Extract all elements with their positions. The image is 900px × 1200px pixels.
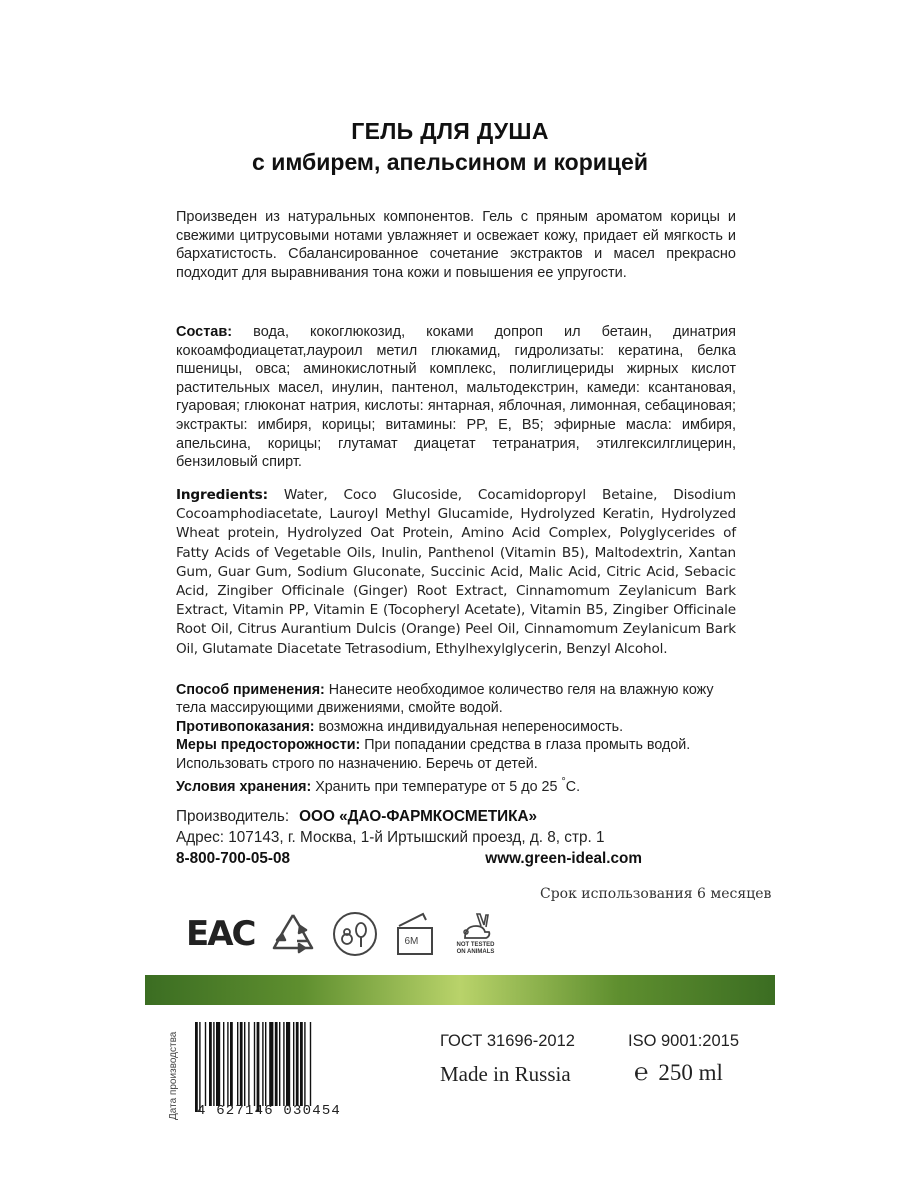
barcode-bar (279, 1022, 280, 1106)
barcode-bar (230, 1022, 233, 1106)
barcode-bar (293, 1022, 294, 1106)
product-subtitle: с имбирем, апельсином и корицей (252, 149, 648, 175)
gost-standard: ГОСТ 31696-2012 (440, 1032, 575, 1050)
barcode-bar (199, 1022, 200, 1112)
barcode-bar (216, 1022, 220, 1106)
address-line: Адрес: 107143, г. Москва, 1-й Иртышский проезд, д. 8, стр. 1 (176, 829, 605, 846)
certification-icons (186, 906, 501, 962)
barcode-bar (300, 1022, 303, 1106)
contacts-line (176, 848, 642, 869)
storage-degree: ° (561, 776, 566, 789)
contra-label: Противопоказания: (176, 718, 315, 735)
usage-line (176, 681, 741, 718)
manufacturer-line (176, 806, 646, 827)
shelf-life: Срок использования 6 месяцев (540, 886, 772, 902)
contra-text: возможна индивидуальная непереносимость. (314, 718, 624, 735)
estimated-sign-icon: ℮ (634, 1060, 649, 1086)
manufacturer-label: Производитель: (176, 808, 290, 825)
composition-text: вода, кокоглюкозид, коками допроп ил бетаин, динатрия кокоамфодиацетат,лауроил метил глюкамид, гидролизаты: кератина, белка пшеницы, овса; аминокислотный комплекс, полиглицериды жирных кислот растительных масел, инулин, пантенол, мальтодекстрин, камеди: ксантановая, гуаровая; глюконат натрия, кислоты: янтарная, яблочная, лимонная, себациновая; экстракты: имбиря, корицы; витамины: PP, E, B5; эфирные масла: имбиря, апельсина, корицы; глутамат диацетат тетранатрия, этилгексилглицерин, бензиловый спирт. (176, 324, 736, 471)
volume-value: 250 ml (658, 1060, 723, 1085)
contra-line (176, 718, 741, 736)
usage-block (176, 681, 741, 796)
eac-icon: ЕАС (186, 914, 255, 954)
barcode-bar (257, 1022, 260, 1112)
barcode-bar (265, 1022, 266, 1106)
barcode-bar (205, 1022, 206, 1106)
precautions-label: Меры предосторожности: (176, 737, 361, 754)
precautions-text: При попадании средства в глаза промыть водой. Использовать строго по назначению. Беречь от детей. (176, 737, 691, 772)
ingredients-paragraph (176, 486, 736, 659)
precautions-line (176, 736, 741, 773)
barcode-bar (269, 1022, 273, 1106)
barcode-bar (240, 1022, 243, 1106)
iso-standard: ISO 9001:2015 (628, 1032, 740, 1050)
barcode-bar (213, 1022, 214, 1106)
barcode-bar (237, 1022, 238, 1106)
barcode-bar (286, 1022, 290, 1106)
production-date-label: Дата производства (168, 1031, 179, 1120)
composition-paragraph (176, 323, 736, 472)
barcode-bar (244, 1022, 245, 1106)
barcode-bar (223, 1022, 224, 1106)
barcode-bar (254, 1022, 255, 1106)
barcode-bar (275, 1022, 278, 1106)
storage-text: Хранить при температуре от 5 до 25 (311, 778, 562, 795)
period-after-opening-icon: 6M (393, 910, 437, 958)
barcode-bar (296, 1022, 299, 1106)
hand-mirror-icon (331, 910, 379, 958)
barcode-bar (248, 1022, 249, 1106)
barcode-bar (262, 1022, 263, 1106)
website-link[interactable]: www.green-ideal.com (485, 850, 642, 867)
barcode-bar (304, 1022, 305, 1106)
barcode-number: 4 627146 030454 (197, 1103, 342, 1119)
intro-paragraph: Произведен из натуральных компонентов. Гель с пряным ароматом корицы и свежими цитрусовыми нотами увлажняет и освежает кожу, придает ей мягкость и бархатистость. Сбалансированное сочетание экстрактов и масел прекрасно подходит для выравнивания тона кожи и повышения ее упругости. (176, 209, 736, 281)
manufacturer-name: ООО «ДАО-ФАРМКОСМЕТИКА» (299, 808, 538, 825)
volume (634, 1060, 723, 1087)
not-tested-on-animals-icon: NOT TESTED ON ANIMALS (451, 912, 501, 956)
usage-text: Нанесите необходимое количество геля на влажную кожу тела массирующими движениями, смойте водой. (176, 682, 714, 717)
ingredients-label: Ingredients: (176, 487, 268, 503)
ingredients-text: Water, Coco Glucoside, Cocamidopropyl Betaine, Disodium Cocoamphodiacetate, Lauroyl Methyl Glucamide, Hydrolyzed Keratin, Hydrolyzed Wheat protein, Hydrolyzed Oat Protein, Amino Acid Complex, Polyglycerides of Fatty Acids of Vegetable Oils, Inulin, Panthenol (Vitamin B5), Maltodextrin, Xantan Gum, Guar Gum, Sodium Gluconate, Succinic Acid, Malic Acid, Citric Acid, Sebacic Acid, Zingiber Officinale (Ginger) Root Extract, Cinnamomum Zeylanicum Bark Extract, Vitamin PP, Vitamin E (Tocopheryl Acetate), Vitamin B5, Zingiber Officinale Root Oil, Citrus Aurantium Dulcis (Orange) Peel Oil, Cinnamomum Zeylanicum Bark Oil, Glutamate Diacetate Tetrasodium, Ethylhexylglycerin, Benzyl Alcohol. (176, 487, 736, 657)
product-title: ГЕЛЬ ДЛЯ ДУША (351, 118, 549, 144)
made-in-russia: Made in Russia (440, 1062, 571, 1086)
barcode-bar (209, 1022, 212, 1106)
usage-label: Способ применения: (176, 682, 325, 698)
barcode-bar (310, 1022, 311, 1106)
phone-number: 8-800-700-05-08 (176, 850, 290, 867)
recycle-icon (269, 910, 317, 958)
storage-line (176, 773, 741, 796)
storage-label: Условия хранения: (176, 778, 312, 795)
green-gradient-band (145, 975, 775, 1005)
barcode-bar (227, 1022, 228, 1106)
composition-label: Состав: (176, 324, 233, 340)
barcode-bar (195, 1022, 198, 1112)
barcode-bar (283, 1022, 284, 1106)
storage-unit: C. (565, 778, 581, 795)
